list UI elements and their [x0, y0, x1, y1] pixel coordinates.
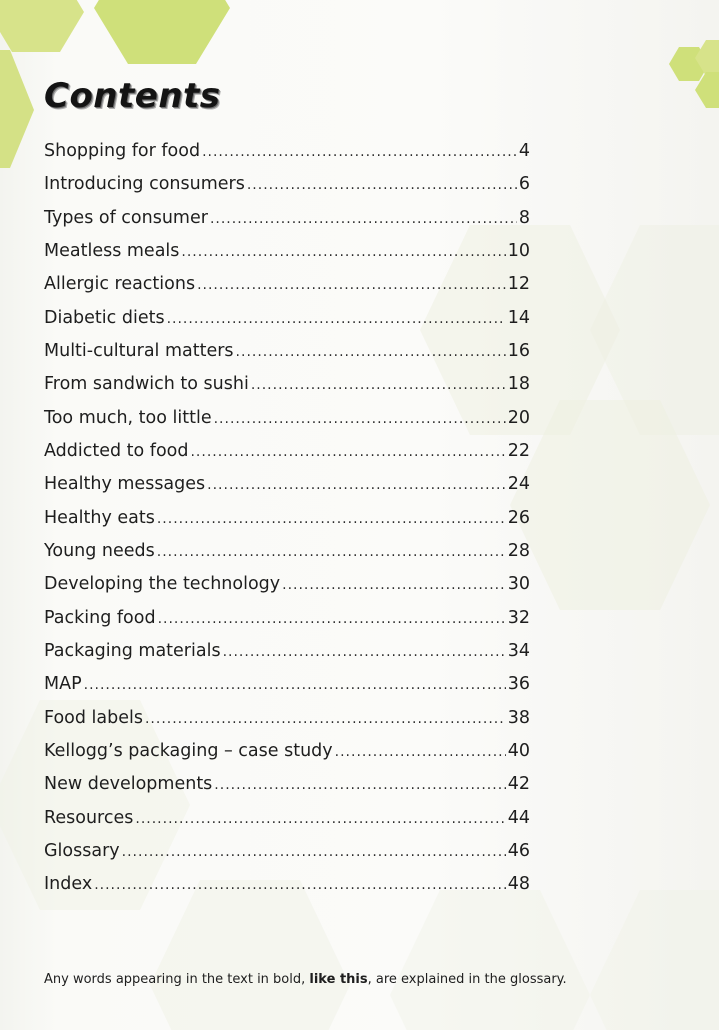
glossary-footnote [44, 972, 567, 987]
toc-entry [44, 505, 530, 538]
toc-entry-page-number: 12 [507, 274, 530, 295]
toc-entry-page-number: 34 [507, 640, 530, 661]
toc-entry [44, 271, 530, 304]
page-title: Contents [44, 76, 221, 116]
toc-entry [44, 538, 530, 571]
toc-entry-label: Too much, too little [44, 407, 212, 428]
toc-entry-page-number: 6 [518, 174, 530, 195]
dot-leader [251, 372, 506, 398]
toc-entry-label: Healthy messages [44, 474, 206, 495]
toc-entry [44, 771, 530, 804]
toc-entry-label: Food labels [44, 707, 143, 728]
toc-entry-label: Developing the technology [44, 574, 281, 595]
toc-entry-page-number: 20 [507, 407, 530, 428]
toc-entry-page-number: 38 [507, 707, 530, 728]
dot-leader [207, 472, 506, 498]
dot-leader [214, 406, 506, 432]
toc-entry-page-number: 30 [507, 574, 530, 595]
toc-entry-page-number: 18 [507, 374, 530, 395]
toc-entry-page-number: 48 [507, 874, 530, 895]
dot-leader [158, 606, 506, 632]
dot-leader [214, 772, 505, 798]
dot-leader [167, 306, 506, 332]
toc-entry-label: Types of consumer [44, 207, 208, 228]
toc-entry-label: Young needs [44, 540, 155, 561]
toc-entry-label: Packing food [44, 607, 156, 628]
toc-entry-page-number: 4 [518, 141, 530, 161]
dot-leader [335, 739, 506, 765]
dot-leader [202, 139, 517, 165]
toc-entry-page-number: 42 [507, 774, 530, 795]
toc-entry-label: MAP [44, 674, 82, 695]
footnote-text-start: Any words appearing in the text in bold, [44, 972, 310, 987]
toc-entry-label: Addicted to food [44, 440, 189, 461]
toc-entry-label: New developments [44, 774, 213, 795]
dot-leader [84, 672, 506, 698]
dot-leader [236, 339, 506, 365]
dot-leader [135, 806, 505, 832]
toc-entry [44, 638, 530, 671]
dot-leader [197, 272, 506, 298]
toc-entry [44, 305, 530, 338]
dot-leader [157, 539, 506, 565]
toc-entry-page-number: 26 [507, 507, 530, 528]
toc-entry [44, 571, 530, 604]
toc-entry-page-number: 46 [507, 840, 530, 861]
toc-entry [44, 838, 530, 871]
toc-entry-page-number: 28 [507, 540, 530, 561]
toc-entry-page-number: 10 [507, 240, 530, 261]
toc-entry-label: Shopping for food [44, 141, 201, 161]
dot-leader [181, 239, 505, 265]
toc-entry-page-number: 16 [507, 340, 530, 361]
toc-entry-label: Multi-cultural matters [44, 340, 234, 361]
faint-hexagon [590, 890, 719, 1030]
footnote-bold-example: like this [309, 972, 368, 987]
faint-hexagon [390, 890, 590, 1030]
dot-leader [94, 872, 506, 898]
toc-entry [44, 871, 530, 904]
toc-entry [44, 371, 530, 404]
toc-entry-label: Resources [44, 807, 134, 828]
toc-entry-page-number: 24 [507, 474, 530, 495]
toc-entry-label: Allergic reactions [44, 274, 196, 295]
green-hexagon [94, 0, 230, 64]
toc-entry [44, 671, 530, 704]
toc-entry-label: From sandwich to sushi [44, 374, 249, 395]
dot-leader [157, 506, 506, 532]
dot-leader [282, 572, 506, 598]
toc-entry [44, 705, 530, 738]
toc-entry-label: Meatless meals [44, 240, 180, 261]
toc-entry-page-number: 14 [507, 307, 530, 328]
dot-leader [223, 639, 506, 665]
toc-entry [44, 138, 530, 171]
toc-entry-page-number: 22 [507, 440, 530, 461]
toc-entry-page-number: 8 [518, 207, 530, 228]
toc-entry [44, 238, 530, 271]
dot-leader [122, 839, 506, 865]
green-hexagon [0, 0, 84, 52]
toc-entry [44, 471, 530, 504]
toc-entry-page-number: 44 [507, 807, 530, 828]
toc-entry [44, 205, 530, 238]
toc-entry-label: Index [44, 874, 93, 895]
toc-entry-label: Healthy eats [44, 507, 155, 528]
toc-entry [44, 805, 530, 838]
table-of-contents [44, 138, 530, 905]
dot-leader [145, 706, 506, 732]
toc-entry [44, 338, 530, 371]
toc-entry-label: Glossary [44, 840, 120, 861]
toc-entry [44, 405, 530, 438]
dot-leader [210, 206, 517, 232]
toc-entry-page-number: 32 [507, 607, 530, 628]
toc-entry-label: Kellogg’s packaging – case study [44, 740, 333, 761]
toc-entry [44, 438, 530, 471]
toc-entry [44, 171, 530, 204]
dot-leader [247, 172, 517, 198]
footnote-text-end: , are explained in the glossary. [367, 972, 567, 987]
toc-entry [44, 605, 530, 638]
toc-entry-label: Packaging materials [44, 640, 221, 661]
toc-entry-page-number: 36 [507, 674, 530, 695]
toc-entry-label: Diabetic diets [44, 307, 165, 328]
green-hexagon [0, 50, 34, 168]
dot-leader [190, 439, 505, 465]
toc-entry [44, 738, 530, 771]
toc-entry-page-number: 40 [507, 740, 530, 761]
toc-entry-label: Introducing consumers [44, 174, 245, 195]
